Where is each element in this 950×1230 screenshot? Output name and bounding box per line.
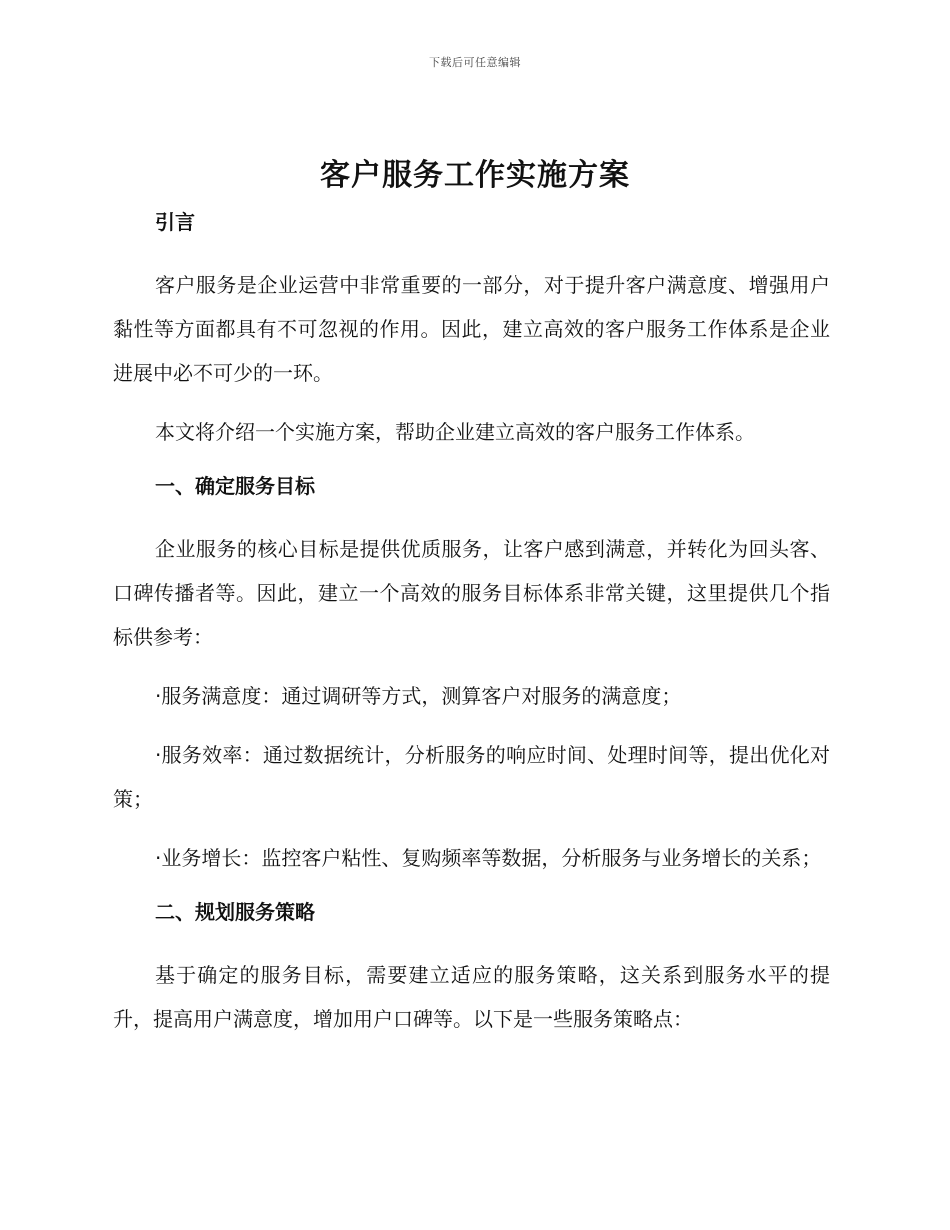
bullet-item: ·业务增长：监控客户粘性、复购频率等数据，分析服务与业务增长的关系； [155, 846, 822, 870]
document-title: 客户服务工作实施方案 [320, 158, 630, 193]
section-heading-1: 一、确定服务目标 [155, 474, 315, 498]
section-heading-2: 二、规划服务策略 [155, 900, 315, 924]
section-heading-intro: 引言 [155, 210, 195, 234]
paragraph: 企业服务的核心目标是提供优质服务，让客户感到满意，并转化为回头客、口碑传播者等。因此，建立一个高效的服务目标体系非常关键，这里提供几个指标供参考： [113, 537, 830, 649]
paragraph: 客户服务是企业运营中非常重要的一部分，对于提升客户满意度、增强用户黏性等方面都具有不可忽视的作用。因此，建立高效的客户服务工作体系是企业进展中必不可少的一环。 [113, 273, 830, 385]
page-header: 下载后可任意编辑 [429, 56, 521, 69]
bullet-item: ·服务效率：通过数据统计，分析服务的响应时间、处理时间等，提出优化对策； [113, 743, 830, 811]
paragraph: 本文将介绍一个实施方案，帮助企业建立高效的客户服务工作体系。 [155, 420, 755, 444]
document-body [113, 205, 830, 1041]
paragraph: 基于确定的服务目标，需要建立适应的服务策略，这关系到服务水平的提升，提高用户满意度，增加用户口碑等。以下是一些服务策略点： [113, 963, 830, 1031]
bullet-item: ·服务满意度：通过调研等方式，测算客户对服务的满意度； [155, 684, 682, 708]
